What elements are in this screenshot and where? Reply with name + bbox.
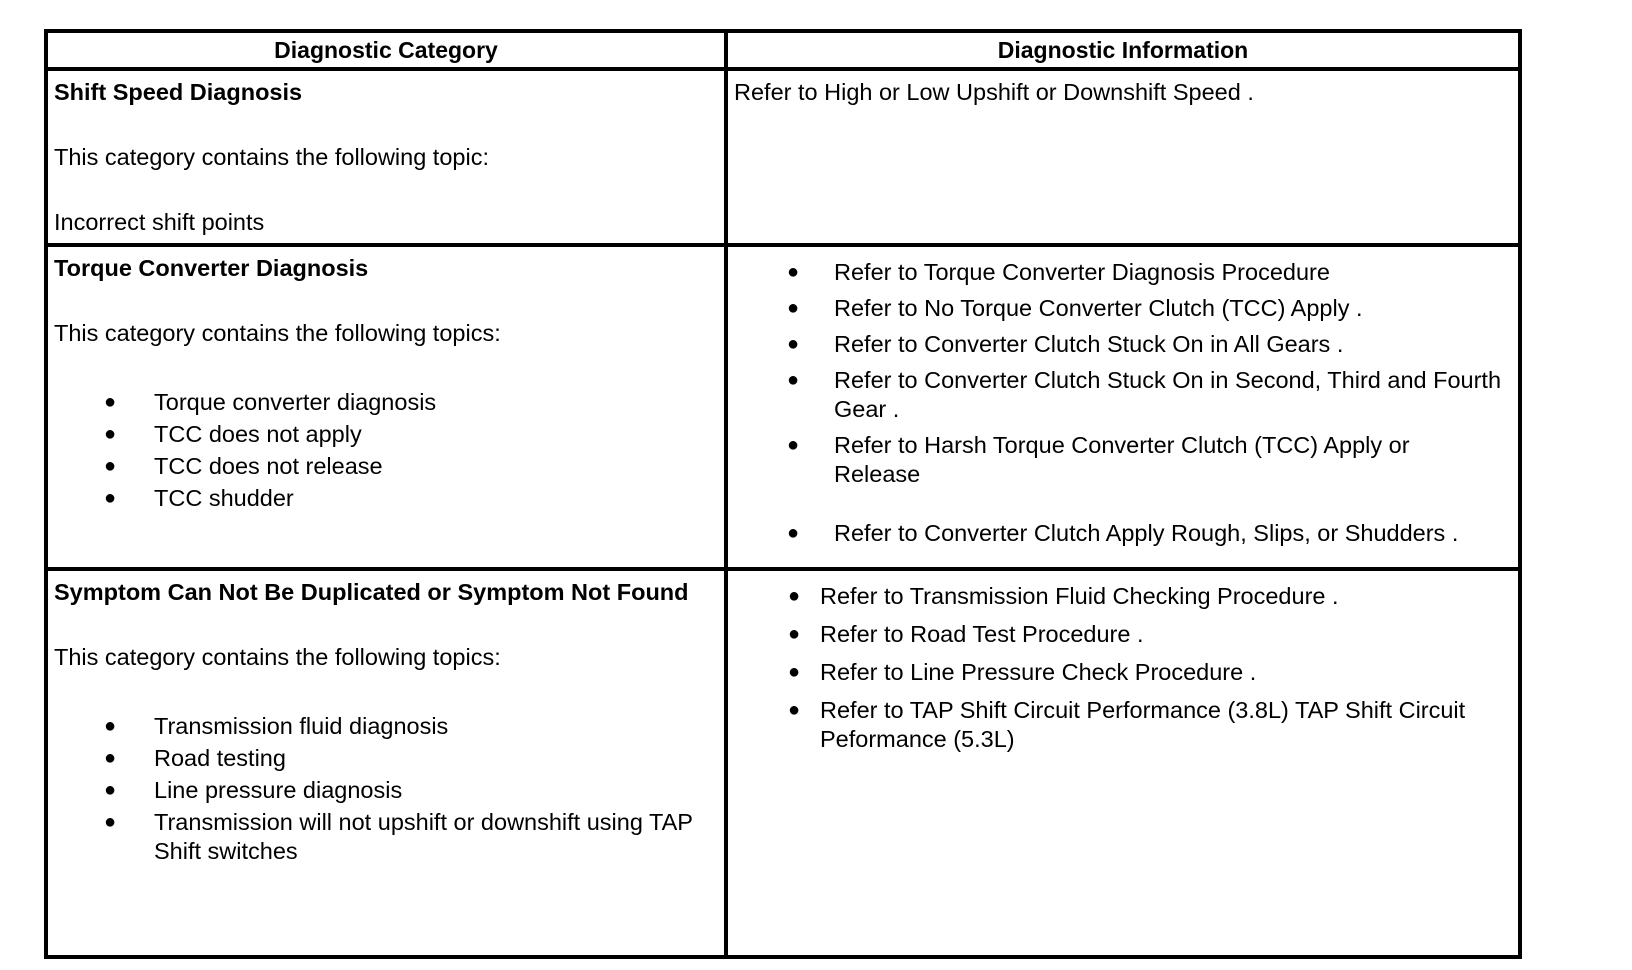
list-item: ● Refer to Line Pressure Check Procedure .: [788, 659, 1257, 685]
list-item: ● Refer to Transmission Fluid Checking Procedure .: [788, 583, 1339, 609]
category-cell: [46, 569, 726, 957]
bullet-icon: ●: [788, 585, 801, 607]
list-item: ● Refer to Converter Clutch Stuck On in All Gears .: [787, 331, 1344, 358]
list-item: ● Torque converter diagnosis: [104, 389, 437, 416]
table-row-shift-speed: [46, 69, 1520, 245]
bullet-icon: ●: [104, 811, 117, 833]
list-item: ● Refer to TAP Shift Circuit Performance (3.8L) TAP Shift Circuit Peformance (5.3L): [788, 697, 1466, 752]
bullet-icon: ●: [787, 297, 800, 320]
bullet-icon: ●: [787, 434, 800, 457]
information-cell: [726, 245, 1520, 569]
bullet-icon: ●: [104, 715, 117, 737]
list-item: ● Refer to Torque Converter Diagnosis Procedure: [787, 259, 1330, 286]
bullet-icon: ●: [104, 779, 117, 801]
table-row-torque-converter: [46, 245, 1520, 569]
topic-list: [54, 712, 724, 866]
category-cell: [46, 69, 726, 245]
topic-list: [54, 388, 724, 513]
bullet-icon: ●: [787, 333, 800, 356]
list-item: ● Refer to Harsh Torque Converter Clutch (TCC) Apply or Release: [787, 432, 1410, 488]
category-cell: [46, 245, 726, 569]
bullet-icon: ●: [104, 487, 117, 510]
list-item: ● TCC shudder: [104, 485, 294, 512]
category-title: Shift Speed Diagnosis: [54, 79, 303, 105]
list-item: ● Transmission will not upshift or downshift using TAP Shift switches: [104, 809, 693, 864]
header-row: [46, 31, 1520, 69]
table-row-symptom: [46, 569, 1520, 957]
category-title: Torque Converter Diagnosis: [54, 255, 369, 282]
list-item: ● TCC does not apply: [104, 421, 362, 448]
bullet-icon: ●: [788, 699, 801, 721]
bullet-icon: ●: [787, 522, 800, 545]
category-title: Symptom Can Not Be Duplicated or Symptom Not Found: [54, 579, 689, 605]
category-intro: This category contains the following topics:: [54, 644, 501, 670]
information-cell: [726, 569, 1520, 957]
category-intro: This category contains the following topic:: [54, 144, 489, 170]
bullet-icon: ●: [788, 661, 801, 683]
list-item: ● Line pressure diagnosis: [104, 777, 403, 803]
header-information: Diagnostic Information: [726, 31, 1520, 69]
info-list: [734, 582, 1502, 754]
list-item: ● Refer to Converter Clutch Stuck On in Second, Third and Fourth Gear .: [787, 367, 1502, 423]
information-cell: [726, 69, 1520, 245]
bullet-icon: ●: [104, 747, 117, 769]
header-category: Diagnostic Category: [46, 31, 726, 69]
list-item: ● Refer to Converter Clutch Apply Rough, Slips, or Shudders .: [787, 520, 1459, 547]
bullet-icon: ●: [787, 369, 800, 392]
bullet-icon: ●: [104, 423, 117, 446]
category-intro: This category contains the following topics:: [54, 320, 501, 347]
category-topic: Incorrect shift points: [54, 209, 265, 235]
diagnostic-table: [44, 29, 1522, 959]
list-item: ● Refer to Road Test Procedure .: [788, 621, 1144, 647]
list-item: ● Transmission fluid diagnosis: [104, 713, 449, 739]
bullet-icon: ●: [104, 455, 117, 478]
bullet-icon: ●: [104, 391, 117, 414]
bullet-icon: ●: [788, 623, 801, 645]
info-list: [734, 258, 1502, 548]
list-item: ● TCC does not release: [104, 453, 383, 480]
bullet-icon: ●: [787, 261, 800, 284]
list-item: ● Road testing: [104, 745, 286, 771]
info-text: Refer to High or Low Upshift or Downshift Speed .: [734, 79, 1254, 105]
list-item: ● Refer to No Torque Converter Clutch (TCC) Apply .: [787, 295, 1363, 322]
